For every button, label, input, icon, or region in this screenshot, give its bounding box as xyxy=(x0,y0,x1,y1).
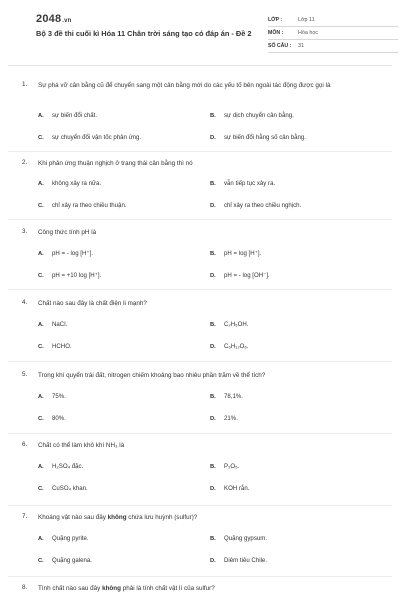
option-c[interactable] xyxy=(38,134,141,141)
question-text-emphasis: không xyxy=(102,585,121,592)
option-text: sự biến đổi chất. xyxy=(52,112,98,119)
option-b[interactable] xyxy=(210,463,239,470)
option-d[interactable] xyxy=(210,343,249,350)
site-logo[interactable] xyxy=(36,13,72,25)
option-letter: A. xyxy=(38,251,44,257)
option-b[interactable] xyxy=(210,535,267,542)
question-number: 7. xyxy=(22,513,28,520)
question-number: 8. xyxy=(22,584,28,591)
question-number: 1. xyxy=(22,81,28,88)
question-3 xyxy=(22,228,382,279)
meta-row-subject xyxy=(268,27,398,40)
question-divider xyxy=(8,505,392,506)
question-text xyxy=(38,513,382,523)
option-letter: C. xyxy=(38,273,44,279)
meta-value: 31 xyxy=(298,43,304,49)
question-text-part: Khoáng vật nào sau đây xyxy=(38,514,108,521)
meta-key: SỐ CÂU : xyxy=(268,43,292,49)
meta-value: Hóa học xyxy=(298,30,319,36)
option-text: không xảy ra nữa. xyxy=(52,180,102,187)
option-letter: B. xyxy=(210,322,216,328)
option-letter: A. xyxy=(38,464,44,470)
meta-key: LỚP : xyxy=(268,17,283,23)
option-b[interactable] xyxy=(210,393,243,400)
option-letter: C. xyxy=(38,486,44,492)
question-text-part: phải là tính chất vật lí của sulfur? xyxy=(120,585,215,592)
option-text: 75%. xyxy=(52,393,66,400)
question-1 xyxy=(22,81,382,141)
option-a[interactable] xyxy=(38,250,93,257)
option-letter: C. xyxy=(38,344,44,350)
option-d[interactable] xyxy=(210,415,238,422)
question-text: Khi phản ứng thuận nghịch ở trạng thái cân bằng thì nó xyxy=(38,160,193,167)
question-number: 4. xyxy=(22,299,28,306)
question-8 xyxy=(22,584,382,594)
option-d[interactable] xyxy=(210,134,306,141)
option-b[interactable] xyxy=(210,250,261,257)
option-letter: B. xyxy=(210,394,216,400)
option-letter: A. xyxy=(38,113,44,119)
option-text: pH = - log [OH⁻]. xyxy=(224,272,270,279)
question-text-part: chứa lưu huỳnh (sulfur)? xyxy=(126,514,198,521)
question-2 xyxy=(22,159,382,209)
option-letter: C. xyxy=(38,416,44,422)
option-letter: D. xyxy=(210,486,216,492)
option-text: NaCl. xyxy=(52,321,68,328)
logo-text: 2048 xyxy=(36,13,62,25)
option-text: sự dịch chuyển cân bằng. xyxy=(224,112,294,119)
question-text: Công thức tính pH là xyxy=(38,229,97,236)
option-letter: D. xyxy=(210,558,216,564)
option-a[interactable] xyxy=(38,321,67,328)
option-text: chỉ xảy ra theo chiều thuận. xyxy=(52,202,127,209)
option-text: 21%. xyxy=(224,415,238,422)
option-a[interactable] xyxy=(38,180,101,187)
question-number: 3. xyxy=(22,228,28,235)
option-text: Quặng gypsum. xyxy=(224,535,268,542)
option-text: sự chuyển đổi vận tốc phản ứng. xyxy=(52,134,142,141)
option-c[interactable] xyxy=(38,415,66,422)
option-text: P₂O₅. xyxy=(224,463,240,470)
question-divider xyxy=(8,151,392,152)
option-b[interactable] xyxy=(210,180,275,187)
option-text: C₂H₅OH. xyxy=(224,321,249,328)
exam-meta-table xyxy=(268,14,398,53)
question-number: 5. xyxy=(22,371,28,378)
option-letter: D. xyxy=(210,273,216,279)
option-text: chỉ xảy ra theo chiều nghịch. xyxy=(224,202,302,209)
option-letter: A. xyxy=(38,536,44,542)
question-number: 6. xyxy=(22,441,28,448)
option-letter: B. xyxy=(210,464,216,470)
option-text: CuSO₄ khan. xyxy=(52,485,88,492)
option-letter: D. xyxy=(210,344,216,350)
option-letter: D. xyxy=(210,203,216,209)
option-a[interactable] xyxy=(38,112,97,119)
header-divider xyxy=(8,65,392,66)
option-a[interactable] xyxy=(38,393,66,400)
option-c[interactable] xyxy=(38,343,72,350)
question-text-emphasis: không xyxy=(107,514,127,521)
question-divider xyxy=(8,361,392,362)
option-text: H₂SO₄ đặc. xyxy=(52,463,84,470)
option-letter: C. xyxy=(38,558,44,564)
option-letter: B. xyxy=(210,536,216,542)
question-divider xyxy=(8,219,392,220)
option-letter: C. xyxy=(38,135,44,141)
question-6 xyxy=(22,441,382,492)
option-text: pH = +10 log [H⁺]. xyxy=(52,272,102,279)
option-letter: B. xyxy=(210,113,216,119)
option-c[interactable] xyxy=(38,202,127,209)
option-letter: D. xyxy=(210,135,216,141)
option-c[interactable] xyxy=(38,557,92,564)
option-text: sự biến đổi hằng số cân bằng. xyxy=(224,134,307,141)
option-c[interactable] xyxy=(38,485,88,492)
option-letter: A. xyxy=(38,322,44,328)
meta-value: Lớp 11 xyxy=(298,17,315,23)
meta-row-count xyxy=(268,40,398,53)
question-text: Trong khí quyển trái đất, nitrogen chiếm khoảng bao nhiêu phần trăm về thể tích? xyxy=(38,372,266,379)
option-text: Diêm tiêu Chile. xyxy=(224,557,268,564)
option-letter: B. xyxy=(210,181,216,187)
option-letter: A. xyxy=(38,394,44,400)
question-divider xyxy=(8,433,392,434)
page-header xyxy=(14,0,386,62)
option-d[interactable] xyxy=(210,485,249,492)
question-divider xyxy=(8,289,392,290)
option-text: vẫn tiếp tục xảy ra. xyxy=(224,180,276,187)
question-text: Chất có thể làm khô khí NH₃ là xyxy=(38,442,125,449)
meta-row-class xyxy=(268,14,398,27)
option-text: pH = log [H⁺]. xyxy=(224,250,262,257)
option-a[interactable] xyxy=(38,463,83,470)
question-7 xyxy=(22,513,382,564)
option-text: 80%. xyxy=(52,415,66,422)
option-d[interactable] xyxy=(210,272,270,279)
question-text: Sự phá vỡ cân bằng cũ để chuyển sang một cân bằng mới do các yếu tố bên ngoài tác động được gọi là xyxy=(38,82,331,89)
question-text-part: Tính chất nào sau đây xyxy=(38,585,103,592)
document-title: Bộ 3 đề thi cuối kì Hóa 11 Chân trời sáng tạo có đáp án - Đề 2 xyxy=(36,29,252,38)
option-d[interactable] xyxy=(210,202,301,209)
option-text: C₆H₁₂O₆. xyxy=(224,343,249,350)
question-number: 2. xyxy=(22,159,28,166)
option-text: HCHO. xyxy=(52,343,72,350)
question-divider xyxy=(8,576,392,577)
option-text: Quặng galena. xyxy=(52,557,92,564)
option-letter: A. xyxy=(38,181,44,187)
option-text: 78,1%. xyxy=(224,393,243,400)
option-letter: C. xyxy=(38,203,44,209)
question-text xyxy=(38,584,382,594)
option-text: pH = - log [H⁺]. xyxy=(52,250,93,257)
option-text: KOH rắn. xyxy=(224,485,250,492)
option-b[interactable] xyxy=(210,112,294,119)
question-text: Chất nào sau đây là chất điện li mạnh? xyxy=(38,300,147,307)
option-letter: B. xyxy=(210,251,216,257)
option-b[interactable] xyxy=(210,321,248,328)
logo-suffix: .vn xyxy=(62,18,72,24)
meta-key: MÔN : xyxy=(268,30,284,36)
question-5 xyxy=(22,371,382,422)
option-text: Quặng pyrite. xyxy=(52,535,89,542)
option-letter: D. xyxy=(210,416,216,422)
option-d[interactable] xyxy=(210,557,267,564)
option-a[interactable] xyxy=(38,535,89,542)
option-c[interactable] xyxy=(38,272,101,279)
question-4 xyxy=(22,299,382,350)
